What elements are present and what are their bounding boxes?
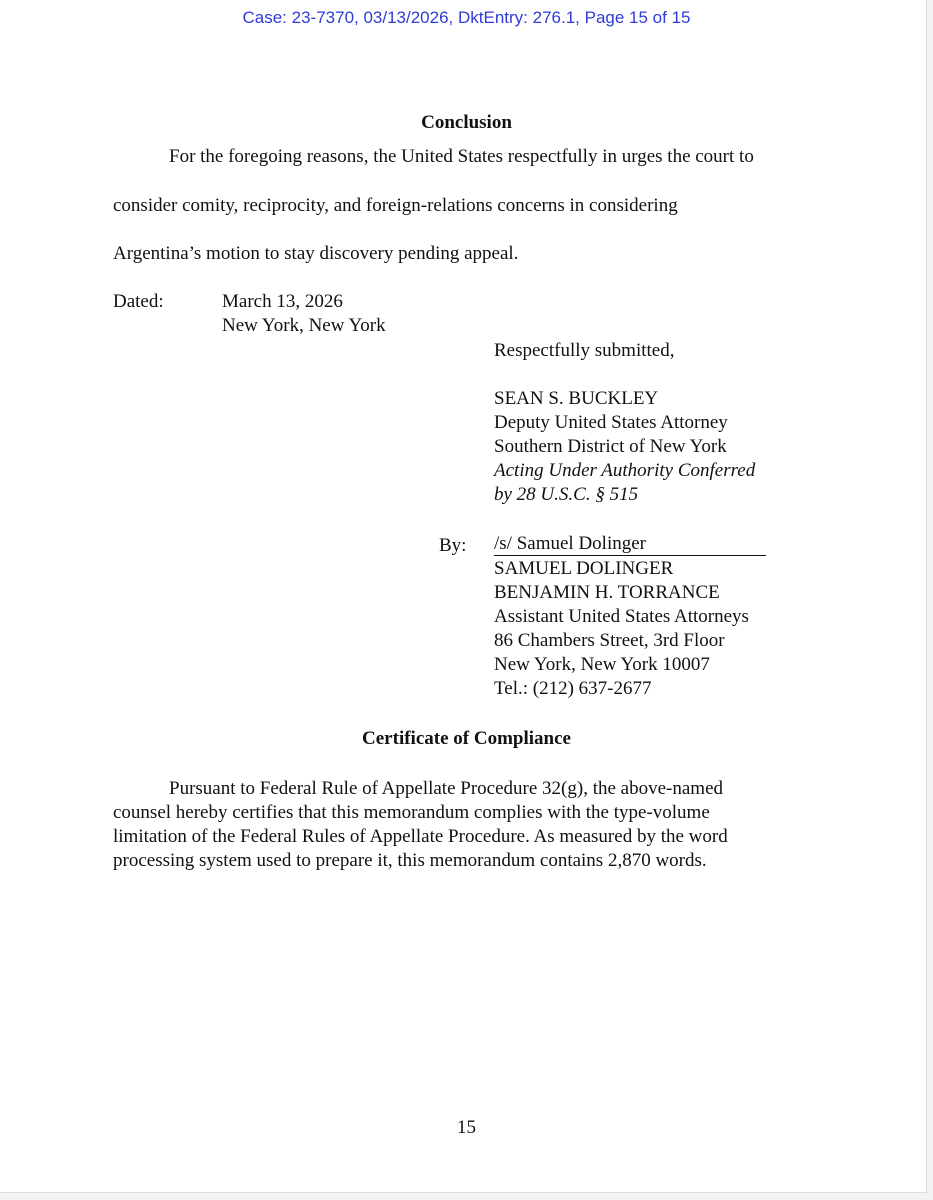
certificate-line-1: Pursuant to Federal Rule of Appellate Procedure 32(g), the above-named <box>169 778 723 799</box>
certificate-heading: Certificate of Compliance <box>362 728 571 749</box>
conclusion-line-1: For the foregoing reasons, the United States respectfully in urges the court to <box>169 146 754 167</box>
case-header: Case: 23-7370, 03/13/2026, DktEntry: 276.1, Page 15 of 15 <box>242 8 691 27</box>
attorney-name: SEAN S. BUCKLEY <box>494 388 659 409</box>
dated-place: New York, New York <box>222 315 386 336</box>
phone-number: Tel.: (212) 637-2677 <box>494 678 652 699</box>
certificate-body <box>113 777 813 873</box>
signature-line <box>494 532 766 556</box>
conclusion-line-2: consider comity, reciprocity, and foreign-relations concerns in considering <box>113 195 678 216</box>
page-number: 15 <box>457 1117 476 1138</box>
conclusion-line-3: Argentina’s motion to stay discovery pending appeal. <box>113 243 519 264</box>
address-line-1: 86 Chambers Street, 3rd Floor <box>494 630 725 651</box>
closing-text: Respectfully submitted, <box>494 340 675 361</box>
signature-text: /s/ Samuel Dolinger <box>494 533 766 556</box>
signer-name-2: BENJAMIN H. TORRANCE <box>494 582 720 603</box>
by-label: By: <box>439 535 467 556</box>
authority-line-2: by 28 U.S.C. § 515 <box>494 484 639 505</box>
certificate-line-2: counsel hereby certifies that this memorandum complies with the type-volume <box>113 802 710 823</box>
authority-line-1: Acting Under Authority Conferred <box>494 460 756 481</box>
dated-date: March 13, 2026 <box>222 291 343 312</box>
address-line-2: New York, New York 10007 <box>494 654 710 675</box>
certificate-line-4: processing system used to prepare it, this memorandum contains 2,870 words. <box>113 850 707 871</box>
signer-title: Assistant United States Attorneys <box>494 606 749 627</box>
attorney-title: Deputy United States Attorney <box>494 412 728 433</box>
dated-label: Dated: <box>113 291 164 312</box>
signer-name-1: SAMUEL DOLINGER <box>494 558 674 579</box>
district-name: Southern District of New York <box>494 436 727 457</box>
certificate-line-3: limitation of the Federal Rules of Appellate Procedure. As measured by the word <box>113 826 728 847</box>
conclusion-heading: Conclusion <box>421 112 512 133</box>
